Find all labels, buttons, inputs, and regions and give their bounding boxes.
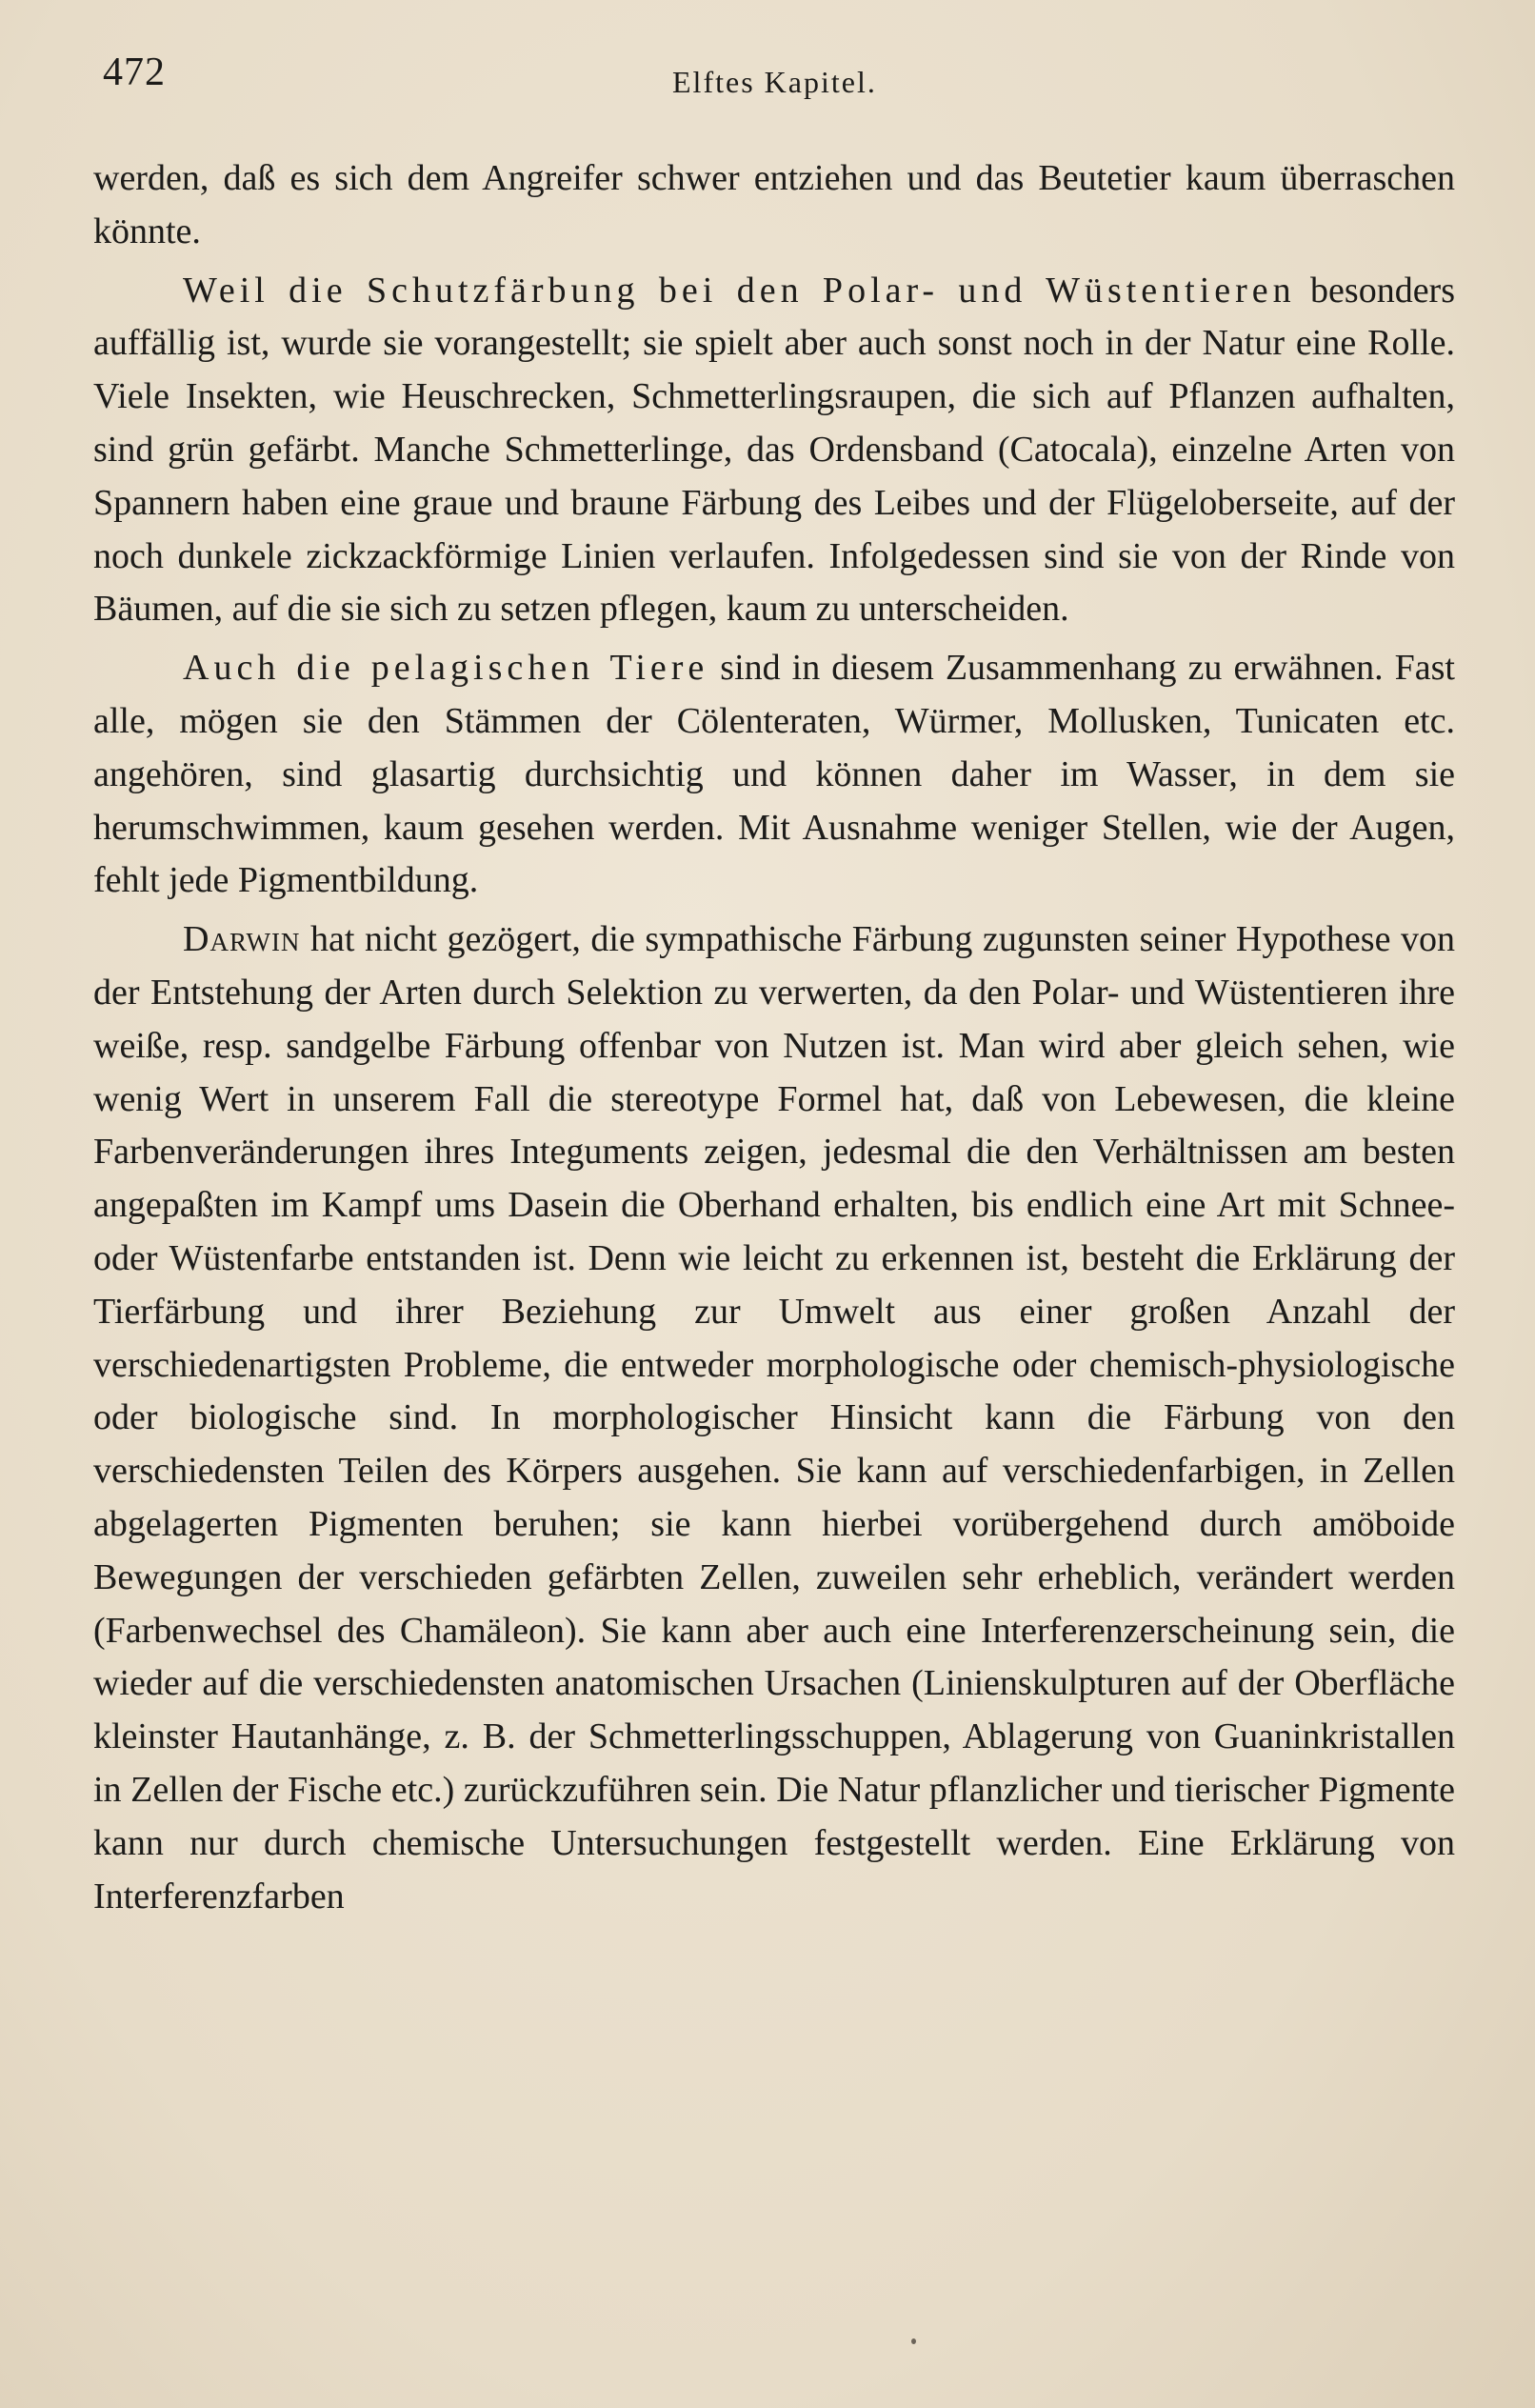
footer-speck — [911, 2338, 916, 2344]
body-text — [93, 152, 1455, 1923]
paragraph-4-text: hat nicht gezögert, die sympathische Färbung zugunsten seiner Hypothese von der Entstehung der Arten durch Selektion zu verwerten, da den Polar- und Wüstentieren ihre weiße, resp. sandgelbe Färbung offenbar von Nutzen ist. Man wird aber gleich sehen, wie wenig Wert in unserem Fall die stereotype Formel hat, daß von Lebewesen, die kleine Farbenveränderungen ihres Integuments zeigen, jedesmal die den Verhältnissen am besten angepaßten im Kampf ums Dasein die Oberhand erhalten, bis endlich eine Art mit Schnee- oder Wüstenfarbe entstanden ist. Denn wie leicht zu erkennen ist, besteht die Erklärung der Tierfärbung und ihrer Beziehung zur Umwelt aus einer großen Anzahl der verschiedenartigsten Probleme, die entweder morphologische oder chemisch-physiologische oder biologische sind. In morphologischer Hinsicht kann die Färbung von den verschiedensten Teilen des Körpers ausgehen. Sie kann auf verschiedenfarbigen, in Zellen abgelagerten Pigmenten beruhen; sie kann hierbei vorübergehend durch amöboide Bewegungen der verschieden gefärbten Zellen, zuweilen sehr erheblich, verändert werden (Farbenwechsel des Chamäleon). Sie kann aber auch eine Interferenzerscheinung sein, die wieder auf die verschiedensten anatomischen Ursachen (Linienskulpturen auf der Oberfläche kleinster Hautanhänge, z. B. der Schmetterlingsschuppen, Ablagerung von Guaninkristallen in Zellen der Fische etc.) zurückzuführen sein. Die Natur pflanzlicher und tierischer Pigmente kann nur durch chemische Untersuchungen festgestellt werden. Eine Erklärung von Interferenzfarben — [93, 919, 1455, 1916]
page-header — [103, 50, 1459, 107]
author-name-darwin: Darwin — [183, 919, 301, 960]
paragraph-2-text: besonders auffällig ist, wurde sie vorangestellt; sie spielt aber auch sonst noch in der Natur eine Rolle. Viele Insekten, wie Heuschrecken, Schmetterlingsraupen, die sich auf Pflanzen aufhalten, sind grün gefärbt. Manche Schmetterlinge, das Ordensband (Catocala), einzelne Arten von Spannern haben eine graue und braune Färbung des Leibes und der Flügeloberseite, auf der noch dunkele zickzackförmige Linien verlaufen. Infolgedessen sind sie von der Rinde von Bäumen, auf die sie sich zu setzen pflegen, kaum zu unterscheiden. — [93, 270, 1455, 630]
paragraph-2-emphasis: Weil die Schutzfärbung bei den Polar- und Wüstentieren — [183, 270, 1296, 311]
paragraph-3-emphasis: Auch die pelagischen Tiere — [183, 648, 709, 689]
paragraph-2 — [93, 265, 1455, 637]
running-head: Elftes Kapitel. — [672, 65, 877, 99]
page-number: 472 — [103, 50, 166, 94]
paragraph-3-text: sind in diesem Zusammenhang zu erwähnen. Fast alle, mögen sie den Stämmen der Cölenteraten, Würmer, Mollusken, Tunicaten etc. angehören, sind glasartig durchsichtig und können daher im Wasser, in dem sie herumschwimmen, kaum gesehen werden. Mit Ausnahme weniger Stellen, wie der Augen, fehlt jede Pigmentbildung. — [93, 648, 1455, 901]
paragraph-3 — [93, 642, 1455, 908]
paragraph-1: werden, daß es sich dem Angreifer schwer entziehen und das Beutetier kaum überraschen könnte. — [93, 158, 1455, 251]
paragraph-4 — [93, 913, 1455, 1923]
